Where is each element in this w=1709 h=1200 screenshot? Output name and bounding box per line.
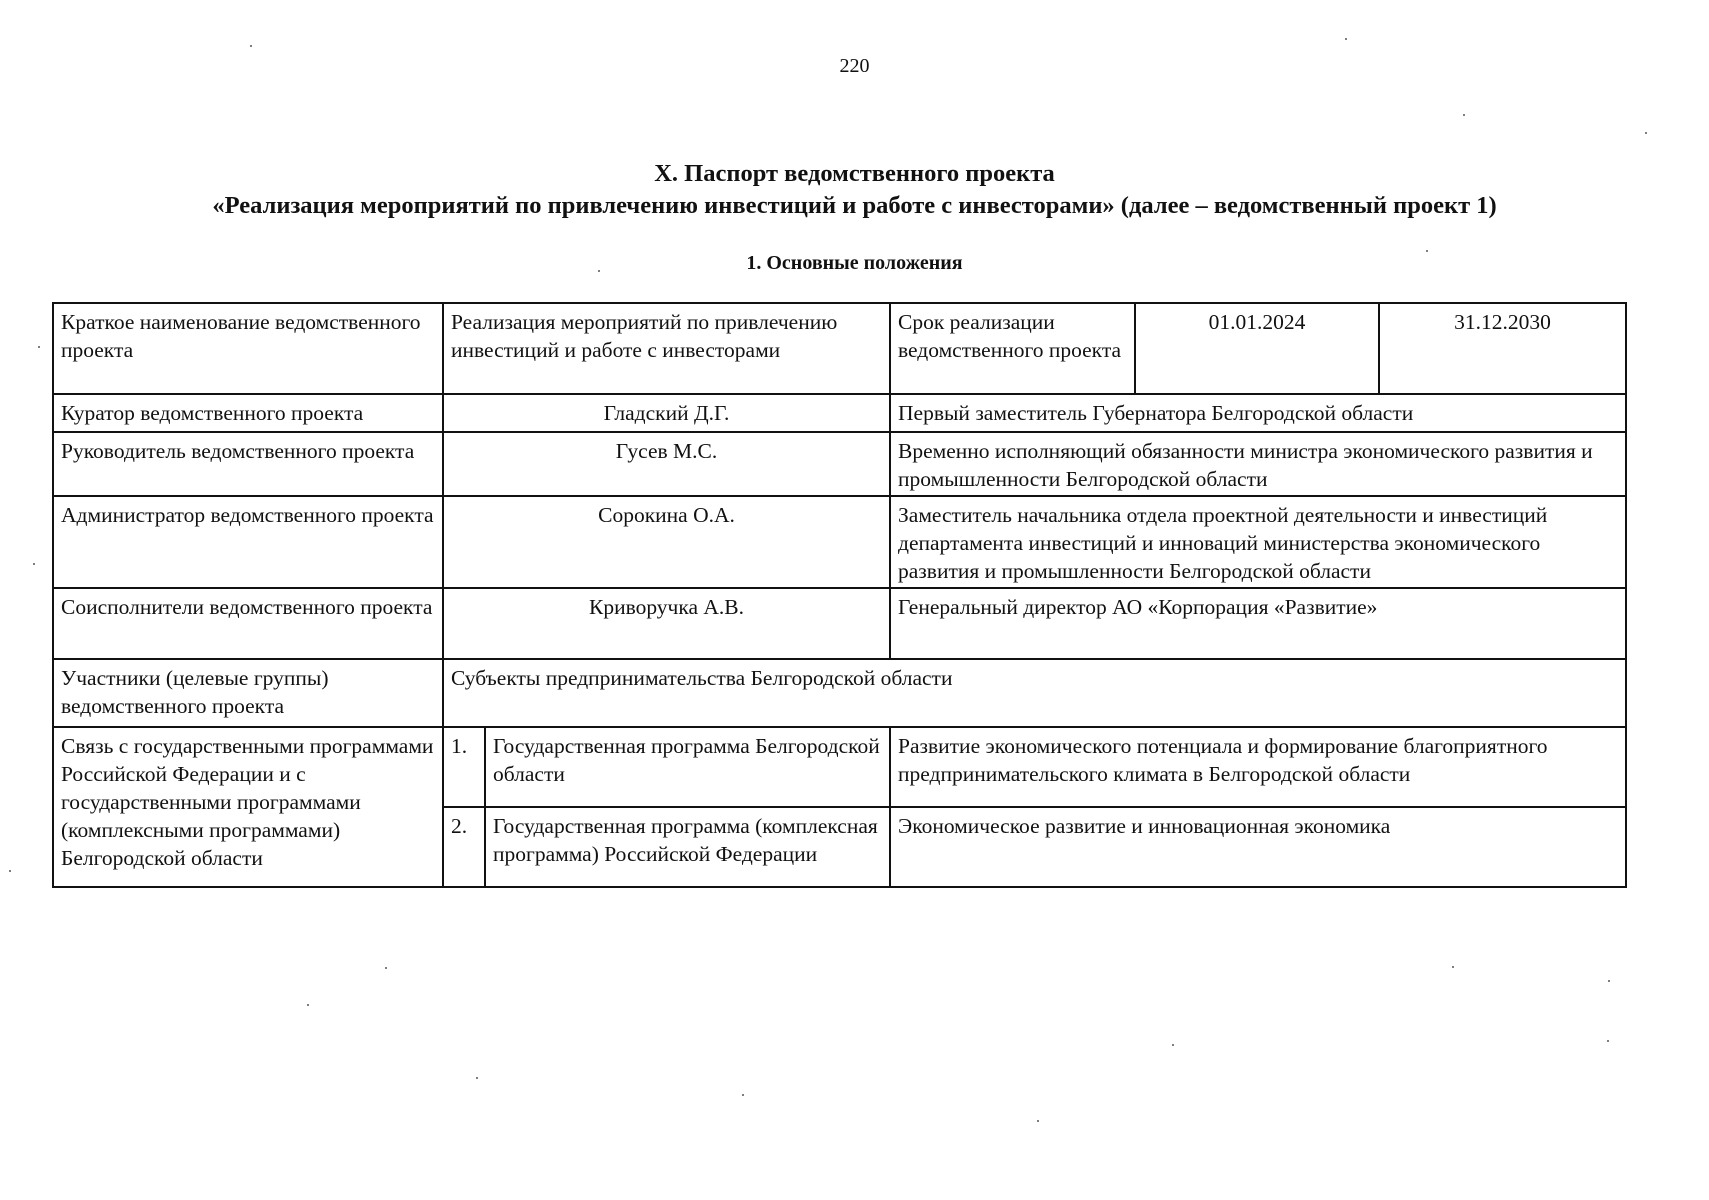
administrator-position: Заместитель начальника отдела проектной деятельности и инвестиций департамента инвестиций и инноваций министерства экономического развития и промышленности Белгородской области <box>890 496 1626 588</box>
scan-speck <box>1607 1040 1609 1042</box>
page-number: 220 <box>839 55 870 77</box>
program-type: Государственная программа (комплексная программа) Российской Федерации <box>485 807 890 887</box>
table-row-head <box>53 432 1626 496</box>
row-label: Куратор ведомственного проекта <box>53 394 443 432</box>
scan-speck <box>742 1094 744 1096</box>
co-executor-position: Генеральный директор АО «Корпорация «Развитие» <box>890 588 1626 659</box>
start-date: 01.01.2024 <box>1135 303 1379 394</box>
scan-speck <box>1345 38 1347 40</box>
curator-position: Первый заместитель Губернатора Белгородской области <box>890 394 1626 432</box>
end-date: 31.12.2030 <box>1379 303 1626 394</box>
scan-speck <box>33 563 35 565</box>
scan-speck <box>385 967 387 969</box>
table-row-program-1 <box>53 727 1626 807</box>
scan-speck <box>1463 114 1465 116</box>
scan-speck <box>1426 250 1428 252</box>
scan-speck <box>1608 980 1610 982</box>
table-row-co-executors <box>53 588 1626 659</box>
scan-speck <box>250 45 252 47</box>
row-label: Соисполнители ведомственного проекта <box>53 588 443 659</box>
participants-value: Субъекты предпринимательства Белгородской области <box>443 659 1626 727</box>
scan-speck <box>1452 966 1454 968</box>
scan-speck <box>38 346 40 348</box>
document-subtitle: «Реализация мероприятий по привлечению инвестиций и работе с инвесторами» (далее – ведомственный проект 1) <box>212 192 1497 219</box>
short-name-value: Реализация мероприятий по привлечению инвестиций и работе с инвесторами <box>443 303 890 394</box>
scan-speck <box>9 870 11 872</box>
program-type: Государственная программа Белгородской области <box>485 727 890 807</box>
scan-speck <box>1037 1120 1039 1122</box>
section-heading: 1. Основные положения <box>746 252 963 274</box>
program-number: 1. <box>443 727 485 807</box>
table-row-participants <box>53 659 1626 727</box>
row-label: Руководитель ведомственного проекта <box>53 432 443 496</box>
program-number: 2. <box>443 807 485 887</box>
document-title: X. Паспорт ведомственного проекта <box>654 160 1055 187</box>
row-label: Связь с государственными программами Российской Федерации и с государственными программами (комплексными программами) Белгородской области <box>53 727 443 887</box>
table-row-administrator <box>53 496 1626 588</box>
program-name: Развитие экономического потенциала и формирование благоприятного предпринимательского климата в Белгородской области <box>890 727 1626 807</box>
head-position: Временно исполняющий обязанности министра экономического развития и промышленности Белгородской области <box>890 432 1626 496</box>
head-name: Гусев М.С. <box>443 432 890 496</box>
table-row-short-name <box>53 303 1626 394</box>
row-label: Участники (целевые группы) ведомственного проекта <box>53 659 443 727</box>
scan-speck <box>1645 132 1647 134</box>
row-label: Администратор ведомственного проекта <box>53 496 443 588</box>
scan-speck <box>598 270 600 272</box>
scan-speck <box>1172 1044 1174 1046</box>
passport-table <box>52 302 1627 888</box>
co-executor-name: Криворучка А.В. <box>443 588 890 659</box>
program-name: Экономическое развитие и инновационная экономика <box>890 807 1626 887</box>
scan-speck <box>307 1004 309 1006</box>
scan-speck <box>476 1077 478 1079</box>
administrator-name: Сорокина О.А. <box>443 496 890 588</box>
period-label: Срок реализации ведомственного проекта <box>890 303 1135 394</box>
table-row-curator <box>53 394 1626 432</box>
row-label: Краткое наименование ведомственного проекта <box>53 303 443 394</box>
curator-name: Гладский Д.Г. <box>443 394 890 432</box>
